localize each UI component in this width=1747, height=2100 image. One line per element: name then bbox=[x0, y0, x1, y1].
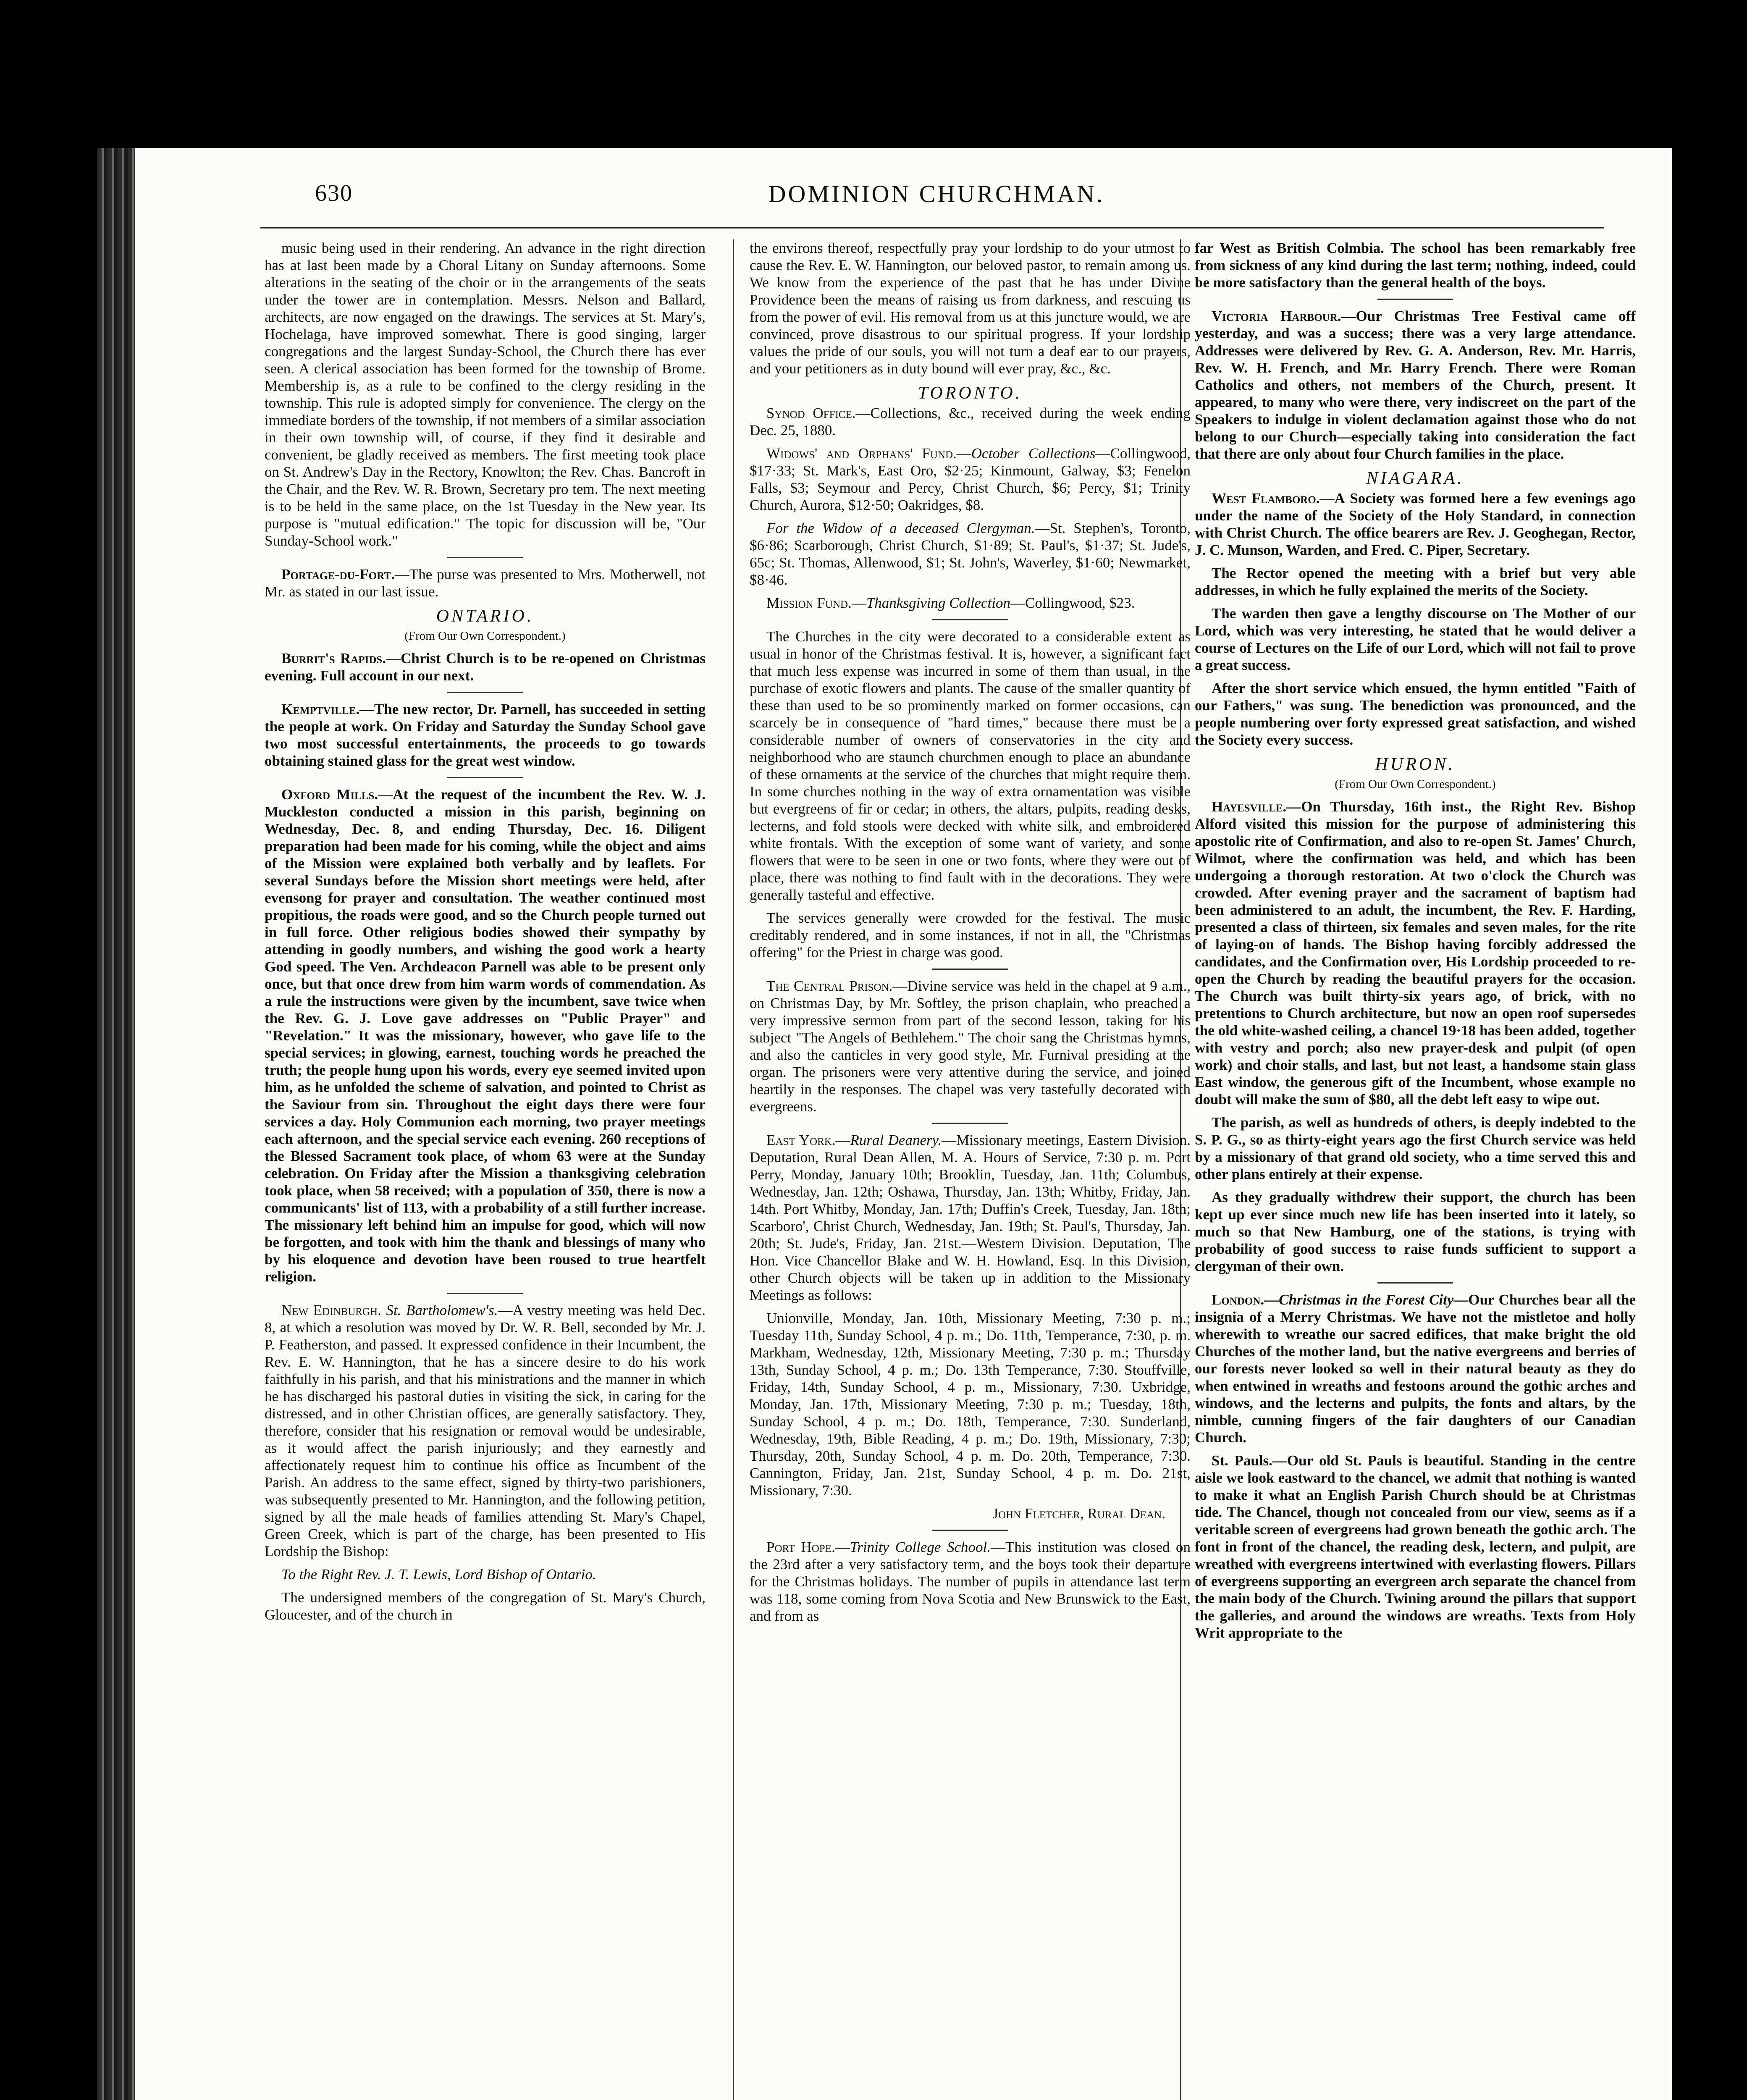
section-divider bbox=[932, 1123, 1008, 1124]
dateline: Widows' and Orphans' Fund. bbox=[766, 445, 957, 462]
dateline: West Flamboro. bbox=[1212, 490, 1320, 507]
article-paragraph bbox=[265, 786, 706, 1285]
article-paragraph: the environs thereof, respectfully pray your lordship to do your utmost to cause the Rev. E. W. Hannington, our beloved pastor, to remain among us. We know from the experience of the past that he has under Divine Providence been the means of raising us from darkness, and rescuing us from the power of evil. His removal from us at this juncture would, we are convinced, prove disastrous to our spiritual progress. If your lordship values the pride of our souls, you will not turn a deaf ear to our prayers, and your petitioners as in duty bound will ever pray, &c., &c. bbox=[750, 240, 1191, 377]
correspondent-note: (From Our Own Correspondent.) bbox=[1335, 777, 1496, 791]
article-subject: Trinity College School. bbox=[850, 1539, 991, 1555]
article-paragraph: Port Hope.—Trinity College School.—This institution was closed on the 23rd after a very satisfactory term, and the boys took their departure for the Christmas holidays. The number of pupils in attendance last term was 118, some coming from Nova Scotia and New Brunswick to the East, and from as bbox=[750, 1539, 1191, 1624]
dateline: Victoria Harbour. bbox=[1212, 308, 1341, 324]
section-divider bbox=[932, 1530, 1008, 1531]
section-divider bbox=[1377, 1282, 1453, 1284]
article-subject: For the Widow of a deceased Clergyman. bbox=[766, 520, 1035, 536]
dateline: Synod Office. bbox=[766, 405, 856, 421]
dateline: New Edinburgh. bbox=[281, 1302, 381, 1318]
article-paragraph: Widows' and Orphans' Fund.—October Collections—Collingwood, $17·33; St. Mark's, East Oro, $2·25; Kinmount, Galway, $3; Fenelon Falls, $3; Seymour and Percy, Christ Church, $6; Percy, $1; Trinity Church, Aurora, $12·50; Oakridges, $8. bbox=[750, 445, 1191, 513]
article-text: —On Thursday, 16th inst., the Right Rev. Bishop Alford visited this mission for the purpose of administering this apostolic rite of Confirmation, and also to re-open St. James' Church, Wilmot, where the confirmation was held, and which has been undergoing a thorough restoration. At two o'clock the Church was crowded. After evening prayer and the sacrament of baptism had been administered to an adult, the incumbent, the Rev. F. Harding, presented a class of thirteen, six females and seven males, for the rite of laying-on of hands. The Bishop having forcibly addressed the candidates, and the Confirmation over, His Lordship proceeded to re-open the Church by reading the beautiful prayers for the occasion. The Church was built thirty-six years ago, of brick, with no pretentions to Church architecture, but now an open roof supersedes the old white-washed ceiling, a chancel 19·18 has been added, together with vestry and porch; also new prayer-desk and pulpit (of open work) and choir stalls, and last, but not least, a handsome stain glass East window, the generous gift of the Incumbent, whose example no doubt will make the sum of $80, all the debt left easy to wipe out. bbox=[1195, 798, 1636, 1108]
article-subject: Rural Deanery. bbox=[850, 1132, 942, 1148]
article-text: —Our Churches bear all the insignia of a Merry Christmas. We have not the mistletoe and holly wherewith to wreathe our sacred edifices, that make bright the old Churches of the mother land, but the native evergreens and berries of our forests never looked so well in their natural beauty as they do when entwined in wreaths and festoons around the gothic arches and windows, and the lecterns and pulpits, the fonts and altars, by the nimble, cunning fingers of the fair daughters of our Canadian Church. bbox=[1195, 1292, 1636, 1446]
article-text: —St. Stephen's, Toronto, $6·86; Scarborough, Christ Church, $1·89; St. Paul's, $1·37; St. Jude's, 65c; St. Thomas, Allenwood, $1; St. John's, Waverley, $1·60; Newmarket, $8·46. bbox=[750, 520, 1191, 588]
section-heading: HURON. bbox=[1375, 755, 1456, 774]
article-text: —A vestry meeting was held Dec. 8, at which a resolution was moved by Dr. W. R. Bell, seconded by Mr. J. P. Featherston, and passed. It expressed confidence in their Incumbent, the Rev. E. W. Hannington, that he has a sincere desire to do his work faithfully in his parish, and that his ministrations and the manner in which he has discharged his pastoral duties in visiting the sick, in caring for the distressed, and in other Christian offices, are generally satisfactory. They, therefore, consider that his resignation or removal would be undesirable, as it would affect the parish injuriously; and they earnestly and affectionately request him to continue his office as Incumbent of the Parish. An address to the same effect, signed by thirty-two parishioners, was subsequently presented to Mr. Hannington, and the following petition, signed by all the male heads of families attending St. Mary's Chapel, Green Creek, which is part of the charge, has been presented to His Lordship the Bishop: bbox=[265, 1302, 706, 1559]
dateline: The Central Prison. bbox=[766, 978, 893, 994]
article-paragraph bbox=[265, 1302, 706, 1560]
article-paragraph bbox=[1195, 798, 1636, 1108]
article-paragraph: far West as British Colmbia. The school has been remarkably free from sickness of any kind during the last term; nothing, indeed, could be more satisfactory than the general health of the boys. bbox=[1195, 240, 1636, 291]
article-subject: St. Bartholomew's. bbox=[386, 1302, 498, 1318]
column-1 bbox=[265, 239, 706, 2100]
header-rule bbox=[260, 227, 1604, 228]
article-paragraph bbox=[265, 566, 706, 600]
section-divider bbox=[1377, 299, 1453, 300]
article-text: —A Society was formed here a few evenings ago under the name of the Society of the Holy Standard, in connection with Christ Church. The office bearers are Rev. J. Geoghegan, Rector, J. C. Munson, Warden, and Fred. C. Piper, Secretary. bbox=[1195, 490, 1636, 558]
dateline: Hayesville. bbox=[1212, 798, 1287, 815]
article-paragraph: London.—Christmas in the Forest City—Our Churches bear all the insignia of a Merry Christmas. We have not the mistletoe and holly wherewith to wreathe our sacred edifices, that make bright the old Churches of the mother land, but the native evergreens and berries of our forests never looked so well in their natural beauty as they do when entwined in wreaths and festoons around the gothic arches and windows, and the lecterns and pulpits, the fonts and altars, by the nimble, cunning fingers of the fair daughters of our Canadian Church. bbox=[1195, 1292, 1636, 1446]
article-text: —At the request of the incumbent the Rev. W. J. Muckleston conducted a mission in this parish, beginning on Wednesday, Dec. 8, and ending Thursday, Dec. 16. Diligent preparation had been made for his coming, while the object and aims of the Mission were explained both verbally and by leaflets. For several Sundays before the Mission short meetings were held, after evensong for prayer and consultation. The weather continued most propitious, the roads were good, and so the Church people turned out in full force. Other religious bodies showed their sympathy by attending in goodly numbers, and wishing the good work a hearty God speed. The Ven. Archdeacon Parnell was able to be present only once, but that once drew from him warm words of commendation. As a rule the instructions were given by the incumbent, save twice when the Rev. G. J. Love gave addresses on "Public Prayer" and "Revelation." It was the missionary, however, who gave life to the special services; in glowing, earnest, touching words he preached the truth; the people hung upon his words, every eye seemed invited upon him, as he unfolded the scheme of salvation, and pointed to Christ as the Saviour from sin. Throughout the eight days there were four services a day. Holy Communion each morning, two prayer meetings each afternoon, and the special service each evening. 260 receptions of the Blessed Sacrament took place, of whom 63 were at the Sunday celebration. On Friday after the Mission a thanksgiving celebration took place, when 58 received; with a population of 350, there is now a communicants' list of 113, with a probability of a still further increase. The missionary left behind him an impulse for good, which will now be forgotten, and took with him the thank and blessings of many who by his eloquence and devotion have been roused to true heartfelt religion. bbox=[265, 786, 706, 1285]
correspondent-note: (From Our Own Correspondent.) bbox=[404, 629, 566, 643]
article-paragraph bbox=[750, 404, 1191, 439]
dateline: Portage-du-Fort. bbox=[281, 566, 395, 583]
column-2 bbox=[750, 239, 1191, 2100]
article-text: —Missionary meetings, Eastern Division. Deputation, Rural Dean Allen, M. A. Hours of Service, 7:30 p. m. Port Perry, Monday, January 10th; Brooklin, Tuesday, Jan. 11th; Columbus, Wednesday, Jan. 12th; Oshawa, Thursday, Jan. 13th; Whitby, Friday, Jan. 14th. Port Whitby, Monday, Jan. 17th; Duffin's Creek, Tuesday, Jan. 18th; Scarboro', Christ Church, Wednesday, Jan. 19th; St. Paul's, Thursday, Jan. 20th; St. Jude's, Friday, Jan. 21st.—Western Division. Deputation, The Hon. Vice Chancellor Blake and W. H. Howland, Esq. In this Division, other Church objects will be taken up in addition to the Missionary Meetings as follows: bbox=[750, 1132, 1191, 1303]
section-divider bbox=[447, 1293, 523, 1294]
section-divider bbox=[447, 777, 523, 778]
dateline: Burrit's Rapids. bbox=[281, 650, 386, 667]
signature: John Fletcher, Rural Dean. bbox=[992, 1505, 1165, 1522]
article-text: —Our Christmas Tree Festival came off yesterday, and was a success; there was a very large attendance. Addresses were delivered by Rev. G. A. Anderson, Rev. Mr. Harris, Rev. W. H. French, and Mr. Harry French. There were Roman Catholics and others, not members of the Church, present. It appeared, to many who were there, very indiscreet on the part of the Speakers to indulge in violent declamation against those who do not belong to our Church—especially taking into consideration the fact that there are only about four Church families in the place. bbox=[1195, 308, 1636, 462]
article-paragraph bbox=[265, 650, 706, 684]
article-paragraph: The undersigned members of the congregation of St. Mary's Church, Gloucester, and of the church in bbox=[265, 1589, 706, 1623]
article-text: —Collections, &c., received during the week ending Dec. 25, 1880. bbox=[750, 405, 1191, 438]
section-divider bbox=[932, 619, 1008, 620]
page-number: 630 bbox=[315, 180, 353, 206]
schedule-paragraph: Unionville, Monday, Jan. 10th, Missionary Meeting, 7:30 p. m.; Tuesday 11th, Sunday School, 4 p. m.; Do. 11th, Temperance, 7:30, p. m. Markham, Wednesday, 12th, Missionary Meeting, 7:30 p. m.; Thursday 13th, Sunday School, 4 p. m.; Do. 13th Temperance, 7:30. Stouffville, Friday, 14th, Sunday School, 4 p. m., Missionary, 7:30. Uxbridge, Monday, Jan. 17th, Missionary Meeting, 7:30 p. m.; Tuesday, 18th, Sunday School, 4 p. m.; Do. 18th, Temperance, 7:30. Sunderland, Wednesday, 19th, Bible Reading, 4 p. m.; Do. 19th, Missionary, 7:30; Thursday, 20th, Sunday School, 4 p. m. Do. 20th, Temperance, 7:30. Cannington, Friday, Jan. 21st, Sunday School, 4 p. m. Do. 21st, Missionary, 7:30. bbox=[750, 1310, 1191, 1499]
article-paragraph: The Churches in the city were decorated to a considerable extent as usual in honor of the Christmas festival. It is, however, a significant fact that much less expense was incurred in some of them than usual, in the purchase of exotic flowers and plants. The cause of the smaller quantity of these than used to be so prominently marked on former occasions, can scarcely be in consequence of "hard times," because there must be a considerable number of owners of conservatories in the city and neighborhood who are staunch churchmen enough to place an abundance of these ornaments at the service of the churches that might require them. In some churches nothing in the way of extra ornamentation was visible but evergreens of fir or cedar; in others, the altars, pulpits, reading desks, lecterns, and fold stools were decked with white silk, and embroidered white frontals. With the exception of some want of variety, and some flowers that were to be seen in one or two fonts, where they were out of place, there was nothing to find fault with in the decorations. They were generally tasteful and effective. bbox=[750, 628, 1191, 903]
article-paragraph: East York.—Rural Deanery.—Missionary meetings, Eastern Division. Deputation, Rural Dean Allen, M. A. Hours of Service, 7:30 p. m. Port Perry, Monday, January 10th; Brooklin, Tuesday, Jan. 11th; Columbus, Wednesday, Jan. 12th; Oshawa, Thursday, Jan. 13th; Whitby, Friday, Jan. 14th. Port Whitby, Monday, Jan. 17th; Duffin's Creek, Tuesday, Jan. 18th; Scarboro', Christ Church, Wednesday, Jan. 19th; St. Paul's, Thursday, Jan. 20th; St. Jude's, Friday, Jan. 21st.—Western Division. Deputation, The Hon. Vice Chancellor Blake and W. H. Howland, Esq. In this Division, other Church objects will be taken up in addition to the Missionary Meetings as follows: bbox=[750, 1132, 1191, 1303]
article-paragraph: The parish, as well as hundreds of others, is deeply indebted to the S. P. G., so as thirty-eight years ago the first Church service was held by a missionary of that grand old society, who a time served this and other plans entirely at their expense. bbox=[1195, 1114, 1636, 1182]
article-paragraph: The Rector opened the meeting with a brief but very able addresses, in which he fully explained the merits of the Society. bbox=[1195, 565, 1636, 598]
dateline: London. bbox=[1212, 1292, 1264, 1308]
column-rule bbox=[733, 239, 734, 2100]
article-subject: Thanksgiving Collection bbox=[866, 595, 1010, 611]
column-3 bbox=[1195, 239, 1636, 2100]
article-paragraph bbox=[750, 977, 1191, 1115]
article-paragraph: St. Pauls.—Our old St. Pauls is beautiful. Standing in the centre aisle we look eastward to the chancel, we admit that nothing is wanted to make it what an English Parish Church should be at Christmas tide. The Chancel, though not concealed from our view, seems as if a veritable screen of evergreens had grown beneath the gothic arch. The font in front of the chancel, the reading desk, lectern, and pulpit, are wreathed with evergreens intertwined with everlasting flowers. Pillars of evergreens supporting an evergreen arch separate the chancel from the main body of the Church. Twining around the pillars that support the galleries, and around the windows are wreaths. Texts from Holy Writ appropriate to the bbox=[1195, 1452, 1636, 1641]
dateline: East York. bbox=[766, 1132, 836, 1148]
article-paragraph bbox=[265, 701, 706, 769]
dateline: Oxford Mills. bbox=[281, 786, 378, 803]
article-text: —Collingwood, $23. bbox=[1010, 595, 1135, 611]
article-text: —Divine service was held in the chapel at 9 a.m., on Christmas Day, by Mr. Softley, the prison chaplain, who preached a very impressive sermon from part of the second lesson, taking for his subject "The Angels of Bethlehem." The choir sang the Christmas hymns, and also the canticles in very good style, Mr. Furnival presiding at the organ. The prisoners were very attentive during the service, and joined heartily in the responses. The chapel was very tastefully decorated with evergreens. bbox=[750, 978, 1191, 1115]
article-subject: October Collections bbox=[971, 445, 1096, 462]
article-paragraph bbox=[1195, 307, 1636, 462]
article-text: —The purse was presented to Mrs. Motherwell, not Mr. as stated in our last issue. bbox=[265, 566, 706, 600]
dateline: Port Hope. bbox=[766, 1539, 835, 1555]
article-paragraph: Mission Fund.—Thanksgiving Collection—Collingwood, $23. bbox=[766, 595, 1135, 611]
article-paragraph: music being used in their rendering. An advance in the right direction has at last been made by a Choral Litany on Sunday afternoons. Some alterations in the seating of the choir or in the arrangements of the seats under the tower are in contemplation. Messrs. Nelson and Ballard, architects, are now engaged on the drawings. The services at St. Mary's, Hochelaga, have improved somewhat. There is good singing, larger congregations and the largest Sunday-School, the Church there has ever seen. A clerical association has been formed for the township of Brome. Membership is, as a rule to be confined to the clergy residing in the township. This rule is adopted simply for convenience. The clergy on the immediate borders of the township, if not members of a similar association in their own township will, of course, if they find it desirable and convenient, be gladly received as members. The first meeting took place on St. Andrew's Day in the Rectory, Knowlton; the Rev. Chas. Bancroft in the Chair, and the Rev. W. R. Brown, Secretary pro tem. The next meeting is to be held in the same place, on the 1st Tuesday in the New year. Its purpose is "mutual edification." The topic for discussion will be, "Our Sunday-School work." bbox=[265, 240, 706, 549]
book-binding bbox=[97, 148, 135, 2100]
article-paragraph: The services generally were crowded for the festival. The music creditably rendered, and in some instances, if not in all, the "Christmas offering" for the Priest in charge was good. bbox=[750, 910, 1191, 961]
article-paragraph bbox=[750, 520, 1191, 588]
section-divider bbox=[447, 557, 523, 558]
section-heading: TORONTO. bbox=[918, 383, 1023, 403]
dateline: Kemptville. bbox=[281, 701, 359, 717]
article-text: —Christ Church is to be re-opened on Christmas evening. Full account in our next. bbox=[265, 650, 706, 684]
article-subject: Christmas in the Forest City bbox=[1279, 1292, 1454, 1308]
section-divider bbox=[447, 692, 523, 693]
running-title: DOMINION CHURCHMAN. bbox=[768, 180, 1105, 207]
article-text: —Collingwood, $17·33; St. Mark's, East Oro, $2·25; Kinmount, Galway, $3; Fenelon Falls, $3; Seymour and Percy, Christ Church, $6; Percy, $1; Trinity Church, Aurora, $12·50; Oakridges, $8. bbox=[750, 445, 1191, 513]
article-paragraph: As they gradually withdrew their support, the church has been kept up ever since much new life has been inserted into it lately, so much so that New Hamburg, one of the stations, is trying with probability of good success to raise funds sufficient to support a clergyman of their own. bbox=[1195, 1189, 1636, 1274]
address-line: To the Right Rev. J. T. Lewis, Lord Bishop of Ontario. bbox=[281, 1566, 596, 1583]
article-text: —The new rector, Dr. Parnell, has succeeded in setting the people at work. On Friday and Saturday the Sunday School gave two most successful entertainments, the proceeds to go towards obtaining stained glass for the great west window. bbox=[265, 701, 706, 769]
page-header bbox=[260, 176, 1613, 210]
section-heading: NIAGARA. bbox=[1366, 469, 1464, 488]
section-heading: ONTARIO. bbox=[436, 606, 534, 626]
dateline: Mission Fund. bbox=[766, 595, 852, 611]
article-paragraph: After the short service which ensued, the hymn entitled "Faith of our Fathers," was sung. The benediction was pronounced, and the people numbering over forty expressed great satisfaction, and wished the Society every success. bbox=[1195, 680, 1636, 748]
section-divider bbox=[932, 969, 1008, 970]
article-paragraph bbox=[1195, 490, 1636, 559]
article-text: —This institution was closed on the 23rd after a very satisfactory term, and the boys took their departure for the Christmas holidays. The number of pupils in attendance last term was 118, some coming from Nova Scotia and New Brunswick to the East, and from as bbox=[750, 1539, 1191, 1624]
article-paragraph: The warden then gave a lengthy discourse on The Mother of our Lord, which was very interesting, he stated that he would deliver a course of Lectures on the Life of our Lord, which will not fail to prove a great success. bbox=[1195, 605, 1636, 673]
